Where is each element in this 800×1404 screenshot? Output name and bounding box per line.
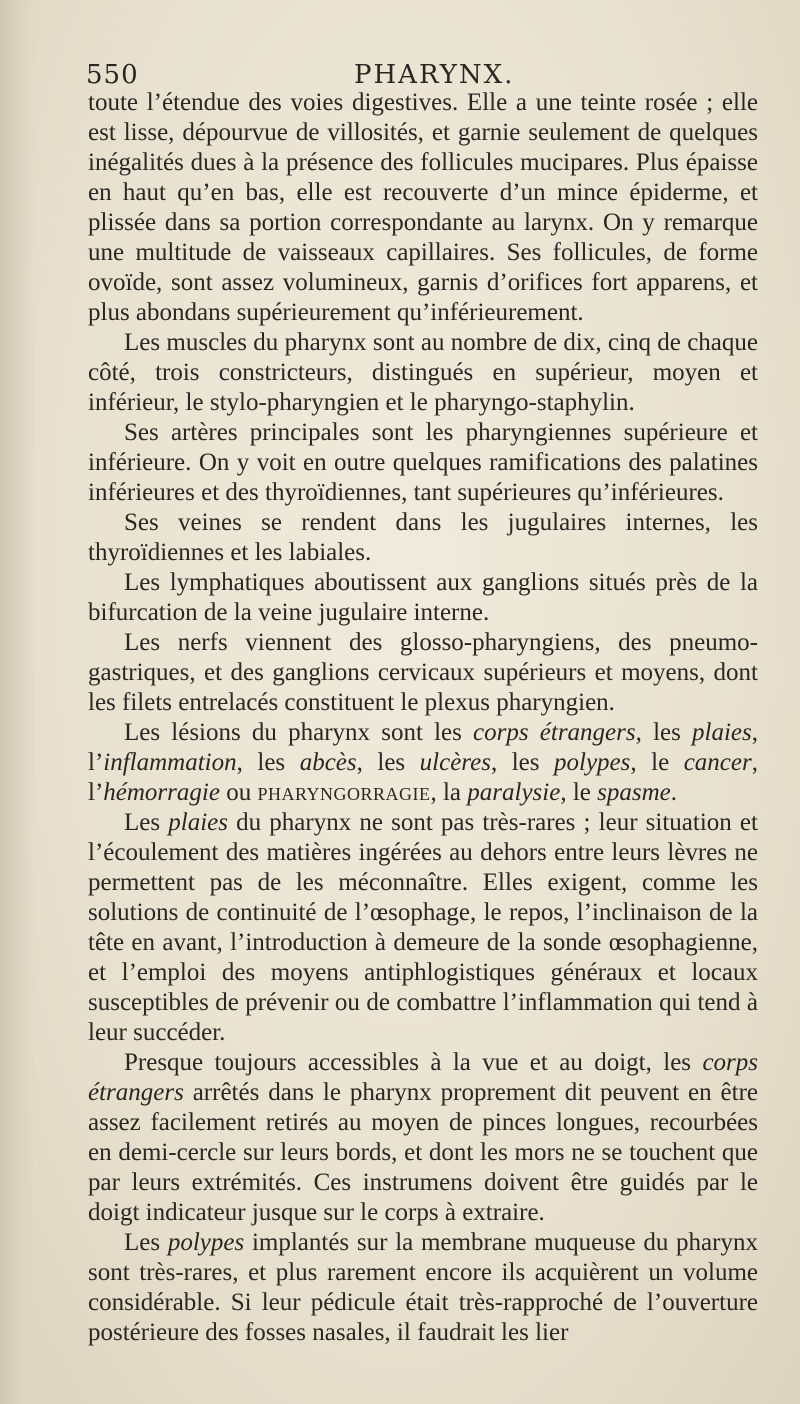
term-pharyngorragie: pharyngorragie <box>257 779 431 806</box>
paragraph-lesions: Les lésions du pharynx sont les corps étrangers, les plaies, l’inflammation, les abcès, les ulcères, les polypes, le cancer, l’hémorragie ou pharyngorragie, la paralysie, le spasme. <box>88 719 758 806</box>
term-inflammation: inflammation <box>103 749 237 776</box>
paragraph-arteries: Ses artères principales sont les pharyngiennes supérieure et inférieure. On y voit en outre quelques ramifications des palatines inférieures et des thyroïdiennes, tant supérieures qu’inférieures. <box>88 419 758 506</box>
running-title: PHARYNX. <box>354 60 515 90</box>
paragraph-nerves: Les nerfs viennent des glosso-pharyngiens, des pneumo-gastriques, et des ganglions cervicaux supérieurs et moyens, dont les filets entrelacés constituent le plexus pharyngien. <box>88 629 758 716</box>
paragraph-plaies: Les plaies du pharynx ne sont pas très-rares ; leur situation et l’écoulement des matières ingérées au dehors entre leurs lèvres ne permettent pas de les méconnaître. Elles exigent, comme les solutions de continuité de l’œsophage, le repos, l’inclinaison de la tête en avant, l’introduction à demeure de la sonde œsophagienne, et l’emploi des moyens antiphlogistiques généraux et locaux susceptibles de prévenir ou de combattre l’inflammation qui tend à leur succéder. <box>88 809 758 1046</box>
term-plaies: plaies <box>692 719 752 746</box>
term-hemorragie: hémorragie <box>103 779 220 806</box>
paragraph-mucous-membrane: toute l’étendue des voies digestives. Elle a une teinte rosée ; elle est lisse, dépourvue de villosités, et garnie seulement de quelques inégalités dues à la présence des follicules mucipares. Plus épaisse en haut qu’en bas, elle est recouverte d’un mince épiderme, et plissée dans sa portion correspondante au larynx. On y remarque une multitude de vaisseaux capillaires. Ses follicules, de forme ovoïde, sont assez volumineux, garnis d’orifices fort apparens, et plus abondans supérieurement qu’inférieurement. <box>88 89 758 326</box>
page-number: 550 <box>86 60 139 90</box>
body-text <box>88 88 758 1348</box>
term-corps-etrangers: corps étrangers <box>473 719 636 746</box>
paragraph-lymphatics: Les lymphatiques aboutissent aux ganglions situés près de la bifurcation de la veine jugulaire interne. <box>88 569 758 626</box>
paragraph-polypes: Les polypes implantés sur la membrane muqueuse du pharynx sont très-rares, et plus rarement encore ils acquièrent un volume considérable. Si leur pédicule était très-rapproché de l’ouverture postérieure des fosses nasales, il faudrait les lier <box>88 1229 758 1346</box>
paragraph-veins: Ses veines se rendent dans les jugulaires internes, les thyroïdiennes et les labiales. <box>88 509 758 566</box>
paragraph-corps-etrangers: Presque toujours accessibles à la vue et au doigt, les corps étrangers arrêtés dans le pharynx proprement dit peuvent en être assez facilement retirés au moyen de pinces longues, recourbées en demi-cercle sur leurs bords, et dont les mors ne se touchent que par leurs extrémités. Ces instrumens doivent être guidés par le doigt indicateur jusque sur le corps à extraire. <box>88 1049 758 1226</box>
term-corps-etrangers-2: corps étrangers <box>88 1049 758 1106</box>
term-polypes: polypes <box>554 749 631 776</box>
page-edge-shadow <box>0 0 36 1404</box>
term-plaies-2: plaies <box>168 809 228 836</box>
term-ulceres: ulcères <box>419 749 491 776</box>
term-paralysie: paralysie <box>467 779 561 806</box>
paragraph-muscles: Les muscles du pharynx sont au nombre de dix, cinq de chaque côté, trois constricteurs, distingués en supérieur, moyen et inférieur, le stylo-pharyngien et le pharyngo-staphylin. <box>88 329 758 416</box>
term-abces: abcès <box>299 749 357 776</box>
term-cancer: cancer <box>683 749 752 776</box>
term-spasme: spasme <box>597 779 671 806</box>
term-polypes-2: polypes <box>167 1229 245 1256</box>
